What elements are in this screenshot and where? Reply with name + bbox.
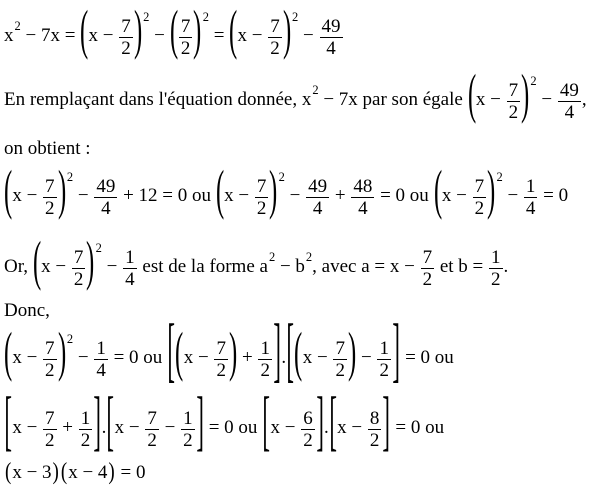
denominator: 2: [508, 101, 519, 123]
open-bracket: [: [4, 385, 12, 460]
numerator: 7: [216, 337, 226, 359]
open-paren: (: [32, 232, 42, 294]
denominator: 2: [216, 359, 226, 381]
superscript: 2: [305, 249, 313, 264]
text-run: x −: [337, 416, 367, 438]
denominator: 2: [260, 359, 270, 381]
text-run: −: [502, 184, 523, 206]
numerator: 7: [256, 175, 267, 197]
superscript: 2: [268, 249, 276, 264]
open-paren: (: [60, 457, 68, 486]
group-body: [475, 79, 521, 123]
equation-line-simplification: [4, 161, 569, 223]
denominator: 2: [256, 197, 267, 219]
group-body: [88, 15, 134, 59]
open-bracket: [: [286, 312, 295, 393]
fraction: [72, 248, 86, 289]
donc-line: [4, 298, 50, 322]
numerator: 1: [183, 407, 193, 429]
close-bracket: ]: [392, 312, 400, 393]
close-paren: ): [521, 65, 530, 127]
open-paren: (: [467, 65, 476, 127]
text-run: +: [57, 416, 78, 438]
parenthesis-group: [175, 323, 238, 385]
group-body: [302, 337, 348, 381]
text-run: −: [298, 24, 319, 46]
fraction: [181, 409, 195, 450]
denominator: 2: [73, 268, 84, 290]
close-paren: ): [133, 1, 143, 63]
equation-line-bracket-simplification: [4, 385, 445, 460]
group-body: [12, 175, 57, 219]
fraction: [94, 339, 108, 380]
exponent: 2: [66, 169, 74, 184]
parenthesis-group: [4, 323, 74, 385]
text-run: .: [281, 346, 287, 368]
text-run: x −: [224, 184, 254, 206]
fraction: [524, 177, 538, 218]
open-paren: (: [433, 161, 442, 223]
numerator: 6: [303, 407, 313, 429]
bracket-group: [286, 312, 400, 393]
text-run: = 0: [115, 461, 146, 483]
parenthesis-group: [294, 323, 357, 385]
numerator: 8: [369, 407, 380, 429]
close-paren: ): [57, 323, 66, 385]
text-run: −: [284, 184, 306, 206]
parenthesis-group: [4, 161, 74, 223]
numerator: 49: [321, 15, 341, 37]
text-run: x −: [475, 88, 506, 110]
denominator: 2: [45, 197, 55, 219]
close-paren: ): [108, 457, 115, 486]
denominator: 2: [474, 197, 485, 219]
open-bracket: [: [106, 385, 115, 460]
text-run: En remplaçant dans l'équation donnée, x: [4, 88, 312, 110]
group-body: [114, 407, 196, 451]
numerator: 7: [422, 246, 433, 268]
close-bracket: ]: [316, 385, 324, 460]
open-bracket: [: [167, 312, 176, 393]
superscript: 2: [14, 18, 21, 33]
text-run: x − 4: [68, 461, 108, 483]
denominator: 2: [147, 429, 157, 451]
group-body: [294, 323, 392, 385]
fraction: [489, 248, 503, 289]
parenthesis-group: [169, 1, 209, 63]
text-run: est de la forme a: [137, 255, 268, 277]
parenthesis-group: [229, 1, 299, 63]
denominator: 2: [270, 37, 280, 59]
denominator: 2: [335, 359, 345, 381]
bracket-group: [167, 312, 281, 393]
numerator: 7: [335, 337, 345, 359]
denominator: 2: [303, 429, 313, 451]
fraction: [473, 177, 487, 218]
bracket-group: [4, 385, 102, 460]
close-paren: ): [193, 1, 202, 63]
numerator: 1: [260, 337, 270, 359]
open-paren: (: [169, 1, 178, 63]
fraction: [179, 17, 193, 58]
text-run: −: [149, 24, 170, 46]
text-run: x −: [12, 416, 43, 438]
fraction: [43, 409, 57, 450]
open-bracket: [: [262, 385, 271, 460]
text-run: .: [101, 416, 107, 438]
numerator: 48: [353, 175, 373, 197]
equation-line-factorization: [4, 312, 454, 393]
exponent: 2: [202, 9, 209, 24]
denominator: 2: [45, 359, 55, 381]
equation-line-completing-square: [4, 1, 344, 63]
fraction: [79, 409, 93, 450]
numerator: 7: [45, 407, 55, 429]
text-run: et b =: [435, 255, 489, 277]
parenthesis-group: [60, 457, 116, 486]
group-body: [178, 15, 194, 59]
denominator: 2: [491, 268, 501, 290]
denominator: 4: [564, 101, 575, 123]
text-run: −: [356, 346, 377, 368]
numerator: 1: [491, 246, 501, 268]
numerator: 1: [525, 175, 536, 197]
numerator: 7: [180, 15, 191, 37]
close-paren: ): [228, 323, 238, 385]
text-run: x −: [302, 346, 333, 368]
text-run: .: [503, 255, 509, 277]
numerator: 7: [45, 175, 55, 197]
group-body: [183, 337, 229, 381]
denominator: 4: [326, 37, 336, 59]
fraction: [320, 17, 343, 58]
equation-line-final-factored: [4, 459, 145, 485]
fraction: [145, 409, 159, 450]
close-bracket: ]: [195, 385, 204, 460]
parenthesis-group: [4, 457, 60, 486]
text-run: x −: [12, 184, 43, 206]
parenthesis-group: [215, 161, 285, 223]
text-run: − b: [275, 255, 305, 277]
numerator: 49: [96, 175, 116, 197]
text-run: Donc,: [4, 299, 50, 321]
text-run: x: [4, 24, 14, 46]
numerator: 1: [80, 407, 91, 429]
text-run: +: [330, 184, 351, 206]
text-run: + 12 = 0 ou: [118, 184, 216, 206]
text-run: x −: [41, 255, 71, 277]
open-paren: (: [5, 457, 12, 486]
group-body: [41, 246, 86, 290]
denominator: 4: [96, 359, 106, 381]
parenthesis-group: [467, 65, 537, 127]
group-body: [224, 175, 269, 219]
exponent: 2: [530, 73, 537, 88]
parenthesis-group: [32, 232, 102, 294]
denominator: 2: [80, 429, 91, 451]
text-run: x −: [114, 416, 145, 438]
fraction: [301, 409, 315, 450]
text-run: on obtient :: [4, 137, 91, 159]
group-body: [237, 15, 282, 59]
denominator: 4: [125, 268, 135, 290]
open-paren: (: [215, 161, 225, 223]
text-run: , avec a = x −: [312, 255, 420, 277]
substitution-sentence: [4, 65, 587, 127]
fraction: [94, 177, 117, 218]
on-obtient-line: [4, 136, 91, 160]
fraction: [214, 339, 228, 380]
exponent: 2: [278, 169, 285, 184]
open-paren: (: [4, 323, 13, 385]
numerator: 7: [270, 15, 280, 37]
fraction: [43, 177, 57, 218]
numerator: 1: [125, 246, 135, 268]
group-body: [12, 337, 57, 381]
text-run: +: [237, 346, 258, 368]
denominator: 4: [312, 197, 323, 219]
numerator: 1: [96, 337, 106, 359]
exponent: 2: [143, 9, 150, 24]
close-paren: ): [86, 232, 95, 294]
bracket-group: [329, 385, 391, 460]
exponent: 2: [496, 169, 503, 184]
close-bracket: ]: [93, 385, 102, 460]
fraction: [306, 177, 329, 218]
fraction: [268, 17, 282, 58]
text-run: ,: [581, 88, 587, 110]
group-body: [337, 407, 382, 451]
fraction: [507, 81, 521, 122]
close-paren: ): [347, 323, 357, 385]
denominator: 2: [183, 429, 193, 451]
fraction: [368, 409, 382, 450]
numerator: 7: [147, 407, 157, 429]
fraction: [421, 248, 435, 289]
text-run: .: [324, 416, 329, 438]
fraction: [333, 339, 347, 380]
text-run: x −: [88, 24, 119, 46]
denominator: 4: [101, 197, 111, 219]
denominator: 2: [379, 359, 389, 381]
numerator: 7: [121, 15, 131, 37]
numerator: 7: [73, 246, 84, 268]
numerator: 7: [508, 79, 519, 101]
close-paren: ): [57, 161, 66, 223]
text-run: x −: [237, 24, 268, 46]
fraction: [351, 177, 374, 218]
open-paren: (: [229, 1, 238, 63]
numerator: 49: [308, 175, 328, 197]
parenthesis-group: [80, 1, 150, 63]
text-run: − 7x =: [20, 24, 81, 46]
text-run: = 0 ou: [203, 416, 263, 438]
group-body: [68, 463, 107, 482]
fraction: [123, 248, 137, 289]
close-bracket: ]: [382, 385, 391, 460]
open-paren: (: [175, 323, 184, 385]
denominator: 2: [121, 37, 131, 59]
fraction: [558, 81, 581, 122]
text-run: = 0: [538, 184, 569, 206]
text-run: x −: [183, 346, 214, 368]
fraction: [377, 339, 391, 380]
close-paren: ): [52, 457, 59, 486]
parenthesis-group: [433, 161, 503, 223]
denominator: 4: [358, 197, 368, 219]
text-run: x −: [12, 346, 43, 368]
text-run: = 0 ou: [108, 346, 168, 368]
text-run: x −: [270, 416, 301, 438]
open-paren: (: [294, 323, 303, 385]
text-run: x −: [441, 184, 472, 206]
open-bracket: [: [329, 385, 337, 460]
difference-of-squares-sentence: [4, 232, 509, 294]
text-run: = 0 ou: [400, 346, 454, 368]
bracket-group: [262, 385, 324, 460]
denominator: 2: [422, 268, 433, 290]
denominator: 2: [369, 429, 380, 451]
exponent: 2: [66, 331, 74, 346]
text-run: =: [208, 24, 230, 46]
fraction: [119, 17, 133, 58]
fraction: [258, 339, 272, 380]
group-body: [441, 175, 487, 219]
numerator: 7: [45, 337, 55, 359]
bracket-group: [106, 385, 204, 460]
text-run: − 7x par son égale: [318, 88, 468, 110]
group-body: [12, 407, 93, 451]
denominator: 2: [45, 429, 55, 451]
fraction: [255, 177, 269, 218]
text-run: −: [159, 416, 181, 438]
text-run: = 0 ou: [375, 184, 434, 206]
text-run: −: [73, 346, 94, 368]
open-paren: (: [80, 1, 89, 63]
text-run: −: [536, 88, 557, 110]
exponent: 2: [95, 240, 102, 255]
numerator: 49: [559, 79, 579, 101]
denominator: 4: [525, 197, 536, 219]
close-paren: ): [269, 161, 278, 223]
denominator: 2: [180, 37, 191, 59]
fraction: [43, 339, 57, 380]
text-run: −: [73, 184, 94, 206]
open-paren: (: [4, 161, 13, 223]
close-bracket: ]: [273, 312, 281, 393]
numerator: 7: [474, 175, 485, 197]
numerator: 1: [379, 337, 389, 359]
text-run: x − 3: [12, 461, 52, 483]
group-body: [175, 323, 273, 385]
close-paren: ): [282, 1, 291, 63]
exponent: 2: [292, 9, 299, 24]
text-run: = 0 ou: [390, 416, 445, 438]
superscript: 2: [312, 82, 319, 97]
text-run: −: [101, 255, 123, 277]
text-run: Or,: [4, 255, 33, 277]
close-paren: ): [487, 161, 496, 223]
group-body: [12, 463, 51, 482]
group-body: [270, 407, 315, 451]
